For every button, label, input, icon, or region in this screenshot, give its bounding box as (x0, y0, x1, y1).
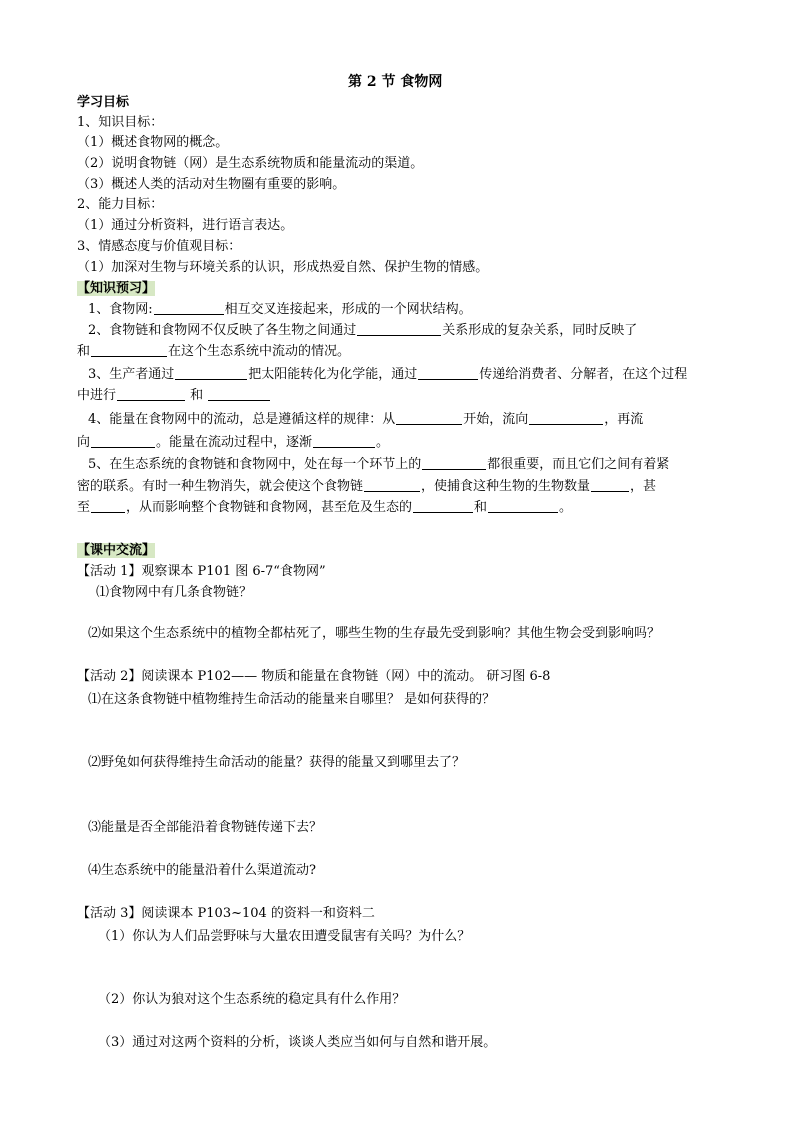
answer-blank[interactable] (208, 387, 270, 401)
preview-q3-line1: 3、生产者通过 把太阳能转化为化学能，通过 传递给消费者、分解者，在这个过程 (88, 367, 688, 382)
answer-blank[interactable] (91, 499, 125, 513)
activity1-question: ⑵如果这个生态系统中的植物全都枯死了，哪些生物的生存最先受到影响？其他生物会受到影响吗？ (88, 626, 661, 641)
answer-blank[interactable] (488, 499, 558, 513)
activity2-question: ⑵野兔如何获得维持生命活动的能量？获得的能量又到哪里去了？ (88, 755, 466, 770)
preview-heading: 【知识预习】 (77, 281, 156, 296)
objective-line: （3）概述人类的活动对生物圈有重要的影响。 (77, 177, 346, 192)
objective-line: （1）加深对生物与环境关系的认识，形成热爱自然、保护生物的情感。 (77, 260, 489, 275)
activity2-question: ⑶能量是否全部能沿着食物链传递下去？ (88, 820, 323, 835)
preview-q5-line3: 至 ，从而影响整个食物链和食物网，甚至危及生态的 和 。 (77, 500, 573, 515)
page-title: 第 2 节 食物网 (348, 74, 443, 90)
classroom-heading: 【课中交流】 (77, 543, 156, 558)
objectives-heading: 学习目标 (77, 95, 130, 110)
preview-q2-line2: 和 在这个生态系统中流动的情况。 (77, 344, 351, 359)
answer-blank[interactable] (364, 478, 420, 492)
objective-line: 3、情感态度与价值观目标： (77, 239, 242, 254)
answer-blank[interactable] (91, 343, 167, 357)
answer-blank[interactable] (154, 301, 224, 315)
answer-blank[interactable] (313, 434, 375, 448)
objective-line: （2）说明食物链（网）是生态系统物质和能量流动的渠道。 (77, 156, 424, 171)
preview-q4-line2: 向 。能量在流动过程中，逐渐 。 (77, 435, 390, 450)
preview-q4-line1: 4、能量在食物网中的流动，总是遵循这样的规律：从 开始，流向 ，再流 (88, 412, 644, 427)
answer-blank[interactable] (91, 434, 155, 448)
activity3-question: （3）通过对这两个资料的分析，谈谈人类应当如何与自然和谐开展。 (98, 1035, 497, 1050)
activity2-title: 【活动 2】阅读课本 P102—— 物质和能量在食物链（网）中的流动。 研习图 6-8 (77, 669, 551, 684)
answer-blank[interactable] (591, 478, 629, 492)
objective-line: （1）通过分析资料，进行语言表达。 (77, 218, 294, 233)
answer-blank[interactable] (396, 411, 462, 425)
activity3-title: 【活动 3】阅读课本 P103~104 的资料一和资料二 (77, 906, 375, 921)
preview-q2-line1: 2、食物链和食物网不仅反映了各生物之间通过 关系形成的复杂关系，同时反映了 (88, 323, 638, 338)
answer-blank[interactable] (422, 456, 486, 470)
answer-blank[interactable] (357, 322, 441, 336)
preview-q5-line2: 密的联系。有时一种生物消失，就会使这个食物链 ，使捕食这种生物的生物数量 ，甚 (77, 479, 657, 494)
activity2-question: ⑷生态系统中的能量沿着什么渠道流动? (88, 863, 316, 878)
objective-line: 1、知识目标： (77, 115, 164, 130)
activity2-question: ⑴在这条食物链中植物维持生命活动的能量来自哪里？ 是如何获得的？ (88, 692, 496, 707)
answer-blank[interactable] (529, 411, 603, 425)
activity1-question: ⑴食物网中有几条食物链？ (96, 585, 253, 600)
activity3-question: （1）你认为人们品尝野味与大量农田遭受鼠害有关吗？为什么？ (98, 929, 471, 944)
preview-q3-line2: 中进行 和 (77, 387, 271, 405)
objective-line: 2、能力目标： (77, 197, 164, 212)
objective-line: （1）概述食物网的概念。 (77, 135, 229, 150)
answer-blank[interactable] (418, 366, 478, 380)
activity3-question: （2）你认为狼对这个生态系统的稳定具有什么作用？ (98, 992, 406, 1007)
answer-blank[interactable] (175, 366, 247, 380)
answer-blank[interactable] (413, 499, 473, 513)
answer-blank[interactable] (117, 387, 185, 401)
activity1-title: 【活动 1】观察课本 P101 图 6-7“食物网” (77, 564, 326, 579)
preview-q1: 1、食物网: 相互交叉连接起来，形成的一个网状结构。 (88, 302, 472, 317)
preview-q5-line1: 5、在生态系统的食物链和食物网中，处在每一个环节上的 都很重要，而且它们之间有着紧 (88, 457, 670, 472)
